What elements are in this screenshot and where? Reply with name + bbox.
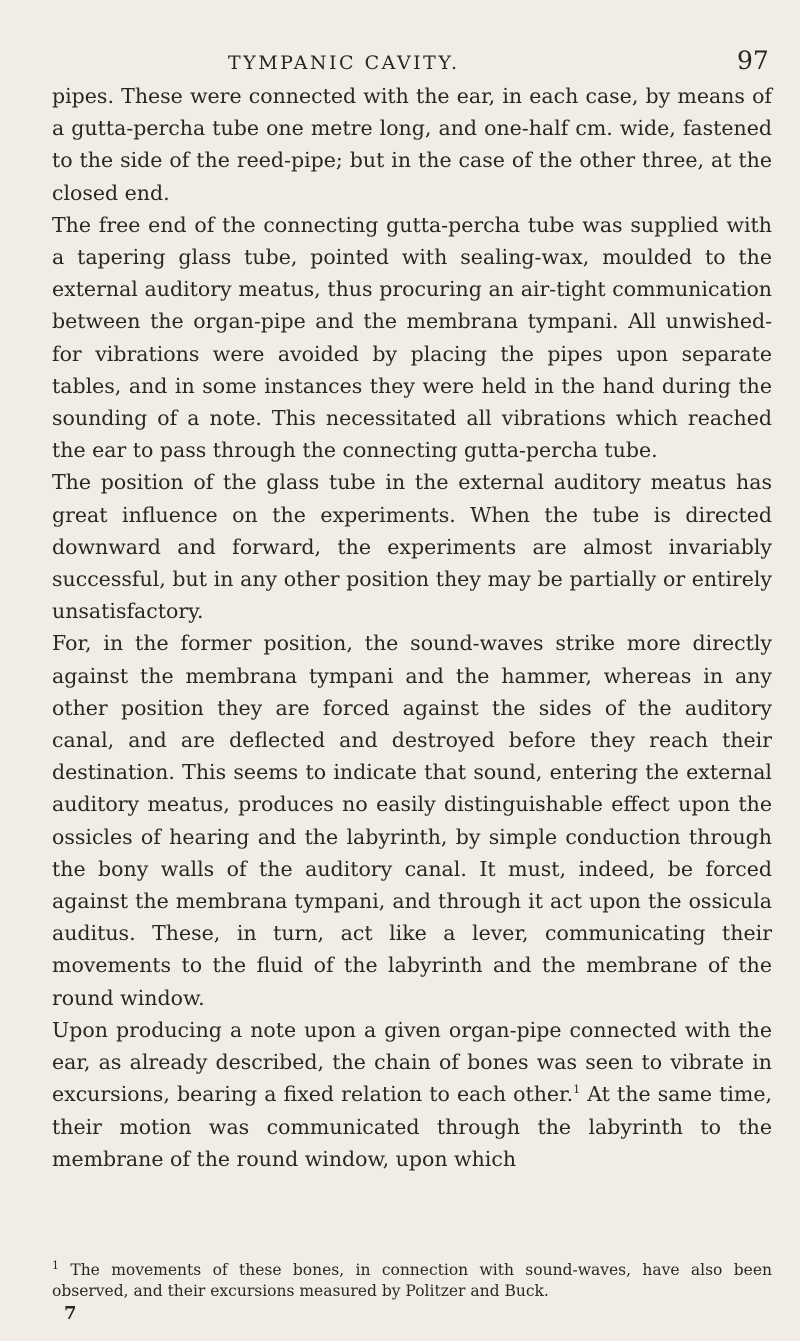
signature-mark: 7 xyxy=(64,1303,77,1324)
body-text xyxy=(52,80,772,1175)
footnote-text-block xyxy=(52,1260,772,1302)
footnote-reference: 1 xyxy=(573,1083,581,1097)
running-head: TYMPANIC CAVITY. xyxy=(228,52,460,74)
paragraph-2: The free end of the connecting gutta-percha tube was supplied with a tapering glass tube, pointed with sealing-wax, moulded to the external auditory meatus, thus procuring an air-tight communication between the organ-pipe and the membrana tympani. All unwished-for vibrations were avoided by placing the pipes upon separate tables, and in some instances they were held in the hand during the sounding of a note. This necessitated all vibrations which reached the ear to pass through the connecting gutta-percha tube. xyxy=(52,212,772,463)
paragraph-1: pipes. These were connected with the ear, in each case, by means of a gutta-percha tube one metre long, and one-half cm. wide, fastened to the side of the reed-pipe; but in the case of the other three, at the closed end. xyxy=(52,84,772,205)
paragraph-5 xyxy=(52,1014,772,1175)
paragraph-5-text-before-note: Upon producing a note upon a given organ-pipe connected with the ear, as already described, the chain of bones was seen to vibrate in excursions, bearing a fixed relation to each other. xyxy=(52,1017,772,1107)
paragraph-5-text-after-note: At the same time, their motion was communicated through the labyrinth to the membrane of the round window, upon which xyxy=(52,1082,773,1171)
paragraph-4: For, in the former position, the sound-waves strike more directly against the membrana tympani and the hammer, whereas in any other position they are forced against the sides of the auditory canal, and are deflected and destroyed before they reach their destination. This seems to indicate that sound, entering the external auditory meatus, produces no easily distinguishable effect upon the ossicles of hearing and the labyrinth, by simple conduction through the bony walls of the auditory canal. It must, indeed, be forced against the membrana tympani, and through it act upon the ossicula auditus. These, in turn, act like a lever, communicating their movements to the fluid of the labyrinth and the membrane of the round window. xyxy=(52,631,772,1010)
footnote xyxy=(52,1260,772,1302)
footnote-marker: 1 xyxy=(52,1258,59,1272)
footnote-text: The movements of these bones, in connection with sound-waves, have also been observed, and their excursions measured by Politzer and Buck. xyxy=(52,1261,772,1300)
page-number: 97 xyxy=(737,46,769,75)
paragraph-3: The position of the glass tube in the external auditory meatus has great influence on the experiments. When the tube is directed downward and forward, the experiments are almost invariably successful, but in any other position they may be partially or entirely unsatisfactory. xyxy=(52,470,772,624)
